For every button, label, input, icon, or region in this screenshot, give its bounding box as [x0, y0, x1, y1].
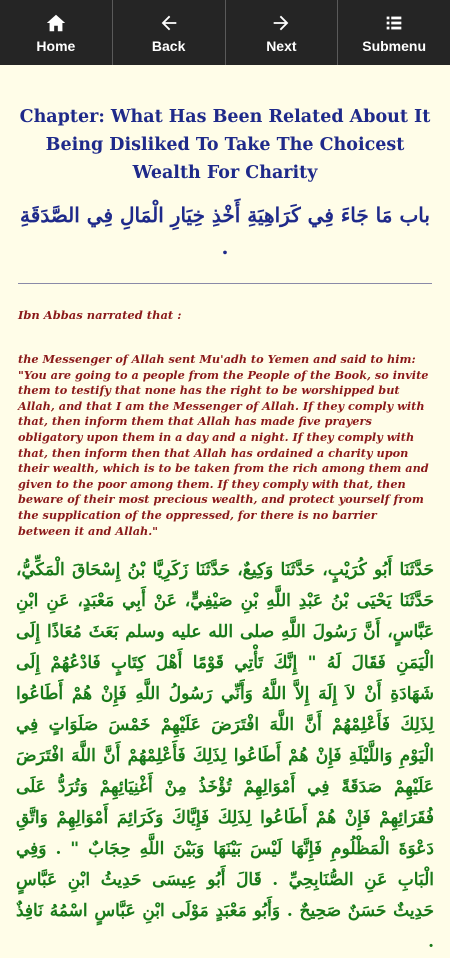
arrow-right-icon: [270, 12, 292, 34]
english-translation: the Messenger of Allah sent Mu'adh to Yemen and said to him: "You are going to a people from the People of the Book, so invite them to testify that none has the right to be worshipped but Allah, and that I am the Messenger of Allah. If they comply with that, then inform them that Allah has made five prayers obligatory upon them in a day and a night. If they comply with that, then inform then that Allah has ordained a charity upon their wealth, which is to be taken from the rich among them and given to the poor among them. If they comply with that, then beware of their most precious wealth, and protect yourself from the supplication of the oppressed, for there is no barrier between it and Allah.": [18, 352, 429, 538]
list-icon: [383, 12, 405, 34]
next-button[interactable]: [226, 0, 339, 65]
home-icon: [45, 12, 67, 34]
submenu-button[interactable]: [338, 0, 450, 65]
arrow-left-icon: [158, 12, 180, 34]
submenu-label: Submenu: [362, 37, 427, 54]
home-button[interactable]: [0, 0, 113, 65]
chapter-title: Chapter: What Has Been Related About It Being Disliked To Take The Choicest Wealth For Charity: [19, 107, 431, 183]
divider: [18, 283, 432, 284]
toolbar: [0, 0, 450, 65]
back-label: Back: [151, 37, 186, 54]
hadith-content[interactable]: [0, 65, 450, 953]
back-button[interactable]: [113, 0, 226, 65]
next-label: Next: [266, 37, 297, 54]
narrator-text: Ibn Abbas narrated that :: [18, 308, 182, 322]
chapter-arabic-title: باب مَا جَاءَ فِي كَرَاهِيَةِ أَخْذِ خِيَارِ الْمَالِ فِي الصَّدَقَةِ .: [20, 203, 430, 259]
home-label: Home: [36, 37, 76, 54]
arabic-hadith-text: حَدَّثَنَا أَبُو كُرَيْبٍ، حَدَّثَنَا وَكِيعٌ، حَدَّثَنَا زَكَرِيَّا بْنُ إِسْحَاقَ الْمَكِّيُّ، حَدَّثَنَا يَحْيَى بْنُ عَبْدِ اللَّهِ بْنِ صَيْفِيٍّ، عَنْ أَبِي مَعْبَدٍ، عَنِ ابْنِ عَبَّاسٍ، أَنَّ رَسُولَ اللَّهِ صلى الله عليه وسلم بَعَثَ مُعَاذًا إِلَى الْيَمَنِ فَقَالَ لَهُ " إِنَّكَ تَأْتِي قَوْمًا أَهْلَ كِتَابٍ فَادْعُهُمْ إِلَى شَهَادَةِ أَنْ لاَ إِلَهَ إِلاَّ اللَّهُ وَأَنِّي رَسُولُ اللَّهِ فَإِنْ هُمْ أَطَاعُوا لِذَلِكَ فَأَعْلِمْهُمْ أَنَّ اللَّهَ افْتَرَضَ عَلَيْهِمْ خَمْسَ صَلَوَاتٍ فِي الْيَوْمِ وَاللَّيْلَةِ فَإِنْ هُمْ أَطَاعُوا لِذَلِكَ فَأَعْلِمْهُمْ أَنَّ اللَّهَ افْتَرَضَ عَلَيْهِمْ صَدَقَةً فِي أَمْوَالِهِمْ تُؤْخَذُ مِنْ أَغْنِيَائِهِمْ وَتُرَدُّ عَلَى فُقَرَائِهِمْ فَإِنْ هُمْ أَطَاعُوا لِذَلِكَ فَإِيَّاكَ وَكَرَائِمَ أَمْوَالِهِمْ وَاتَّقِ دَعْوَةَ الْمَظْلُومِ فَإِنَّهَا لَيْسَ بَيْنَهَا وَبَيْنَ اللَّهِ حِجَابٌ " . وَفِي الْبَابِ عَنِ الصُّنَابِحِيِّ . قَالَ أَبُو عِيسَى حَدِيثُ ابْنِ عَبَّاسٍ حَدِيثٌ حَسَنٌ صَحِيحٌ . وَأَبُو مَعْبَدٍ مَوْلَى ابْنِ عَبَّاسٍ اسْمُهُ نَافِذٌ .: [16, 560, 434, 953]
